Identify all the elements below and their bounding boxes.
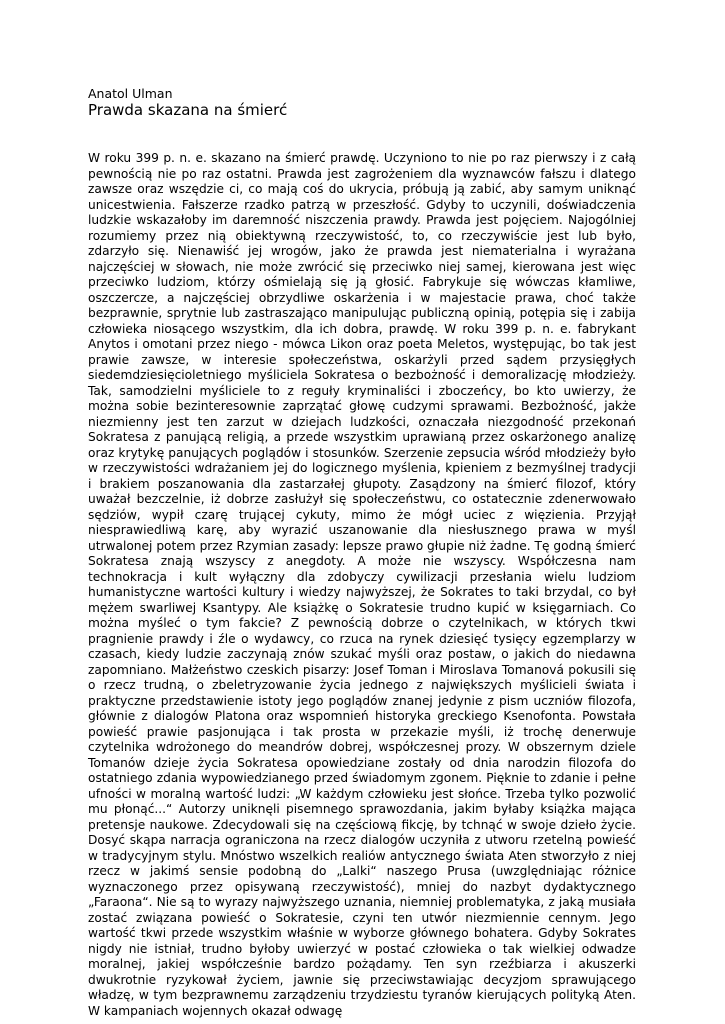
document-title: Prawda skazana na śmierć [88, 101, 288, 119]
body-paragraph: W roku 399 p. n. e. skazano na śmierć prawdę. Uczyniono to nie po raz pierwszy i z całą pewnością nie po raz ostatni. Prawda jest zagrożeniem dla wyznawców fałszu i dlatego zawsze oraz wszędzie ci, co mają coś do ukrycia, próbują ją zabić, aby samym uniknąć unicestwienia. Fałszerze rzadko patrzą w przeszłość. Gdyby to uczynili, doświadczenia ludzkie wskazałoby im daremność niszczenia prawdy. Prawda jest pojęciem. Najogólniej rozumiemy przez nią obiektywną rzeczywistość, to, co rzeczywiście jest lub było, zdarzyło się. Nienawiść jej wrogów, jako że prawda jest niematerialna i wyrażana najczęściej w słowach, nie może zwrócić się przeciwko niej samej, kierowana jest więc przeciwko ludziom, którzy ośmielają się ją głosić. Fabrykuje się wówczas kłamliwe, oszczercze, a najczęściej obrzydliwe oskarżenia i w majestacie prawa, choć także bezprawnie, sprytnie lub zastraszająco manipulując publiczną opinią, potępia się i zabija człowieka niosącego wszystkim, dla ich dobra, prawdę. W roku 399 p. n. e. fabrykant Anytos i omotani przez niego - mówca Likon oraz poeta Meletos, występując, bo tak jest prawie zawsze, w interesie społeczeństwa, oskarżyli przed sądem przysięgłych siedemdziesięcioletniego myśliciela Sokratesa o bezbożność i demoralizację młodzieży. Tak, samodzielni myśliciele to z reguły kryminaliści i zboczeńcy, bo kto uwierzy, że można sobie bezinteresownie zaprzątać głowę cudzymi sprawami. Bezbożność, jakże niezmienny jest ten zarzut w dziejach ludzkości, oznaczała niezgodność przekonań Sokratesa z panującą religią, a przede wszystkim uprawianą przez oskarżonego analizę oraz krytykę panujących poglądów i stosunków. Szerzenie zepsucia wśród młodzieży było w rzeczywistości wdrażaniem jej do logicznego myślenia, kpieniem z bezmyślnej tradycji i brakiem poszanowania dla zastarzałej głupoty. Zasądzony na śmierć filozof, który uważał bezczelnie, iż dobrze zasłużył się społeczeństwu, co ostatecznie zdenerwowało sędziów, wypił czarę trującej cykuty, mimo że mógł uciec z więzienia. Przyjął niesprawiedliwą karę, aby wyrazić uszanowanie dla niesłusznego prawa w myśl utrwalonej potem przez Rzymian zasady: lepsze prawo głupie niż żadne. Tę godną śmierć Sokratesa znają wszyscy z anegdoty. A może nie wszyscy. Współczesna nam technokracja i kult wyłączny dla zdobyczy cywilizacji przesłania wielu ludziom humanistyczne wartości kultury i wiedzy najwyższej, że Sokrates to taki brzydal, co był mężem swarliwej Ksantypy. Ale książkę o Sokratesie trudno kupić w księgarniach. Co można myśleć o tym fakcie? Z pewnością dobrze o czytelnikach, w których tkwi pragnienie prawdy i źle o wydawcy, co rzuca na rynek dziesięć tysięcy egzemplarzy w czasach, kiedy ludzie zaczynają znów szukać myśli oraz postaw, o jakich do niedawna zapomniano. Małżeństwo czeskich pisarzy: Josef Toman i Miroslava Tomanová pokusili się o rzecz trudną, o zbeletryzowanie życia jednego z największych myślicieli świata i praktyczne przedstawienie istoty jego poglądów znanej jedynie z pism uczniów filozofa, głównie z dialogów Platona oraz wspomnień historyka greckiego Ksenofonta. Powstała powieść prawie pasjonująca i tak prosta w przekazie myśli, iż trochę denerwuje czytelnika wdrożonego do meandrów dobrej, współczesnej prozy. W obszernym dziele Tomanów dzieje życia Sokratesa opowiedziane zostały od dnia narodzin filozofa do ostatniego zdania wypowiedzianego przed świadomym zgonem. Pięknie to zdanie i pełne ufności w moralną wartość ludzi: „W każdym człowieku jest słońce. Trzeba tylko pozwolić mu płonąć...“ Autorzy uniknęli pisemnego sprawozdania, jakim byłaby książka mająca pretensje naukowe. Zdecydowali się na częściową fikcję, by tchnąć w swoje dzieło życie. Dosyć skąpa narracja ograniczona na rzecz dialogów uczyniła z utworu rzetelną powieść w tradycyjnym stylu. Mnóstwo wszelkich realiów antycznego świata Aten stworzyło z niej rzecz w jakimś sensie podobną do „Lalki“ naszego Prusa (uwzględniając różnice wyznaczonego przez opisywaną rzeczywistość), mniej do nazbyt dydaktycznego „Faraona“. Nie są to wyrazy najwyższego uznania, niemniej problematyka, z jaką musiała zostać związana powieść o Sokratesie, czyni ten utwór niezmiennie cennym. Jego wartość tkwi przede wszystkim właśnie w wyborze głównego bohatera. Gdyby Sokrates nigdy nie istniał, trudno byłoby uwierzyć w postać człowieka o tak wielkiej odwadze moralnej, jakiej współcześnie bardzo pożądamy. Ten syn rzeźbiarza i akuszerki dwukrotnie ryzykował życiem, jawnie się przeciwstawiając decyzjom sprawującego władzę, w tym bezprawnemu zarządzeniu trzydziestu tyranów kierujących polityką Aten. W kampaniach wojennych okazał odwagę [88, 151, 636, 1018]
author-name: Anatol Ulman [88, 86, 173, 101]
document-page [88, 86, 636, 1019]
